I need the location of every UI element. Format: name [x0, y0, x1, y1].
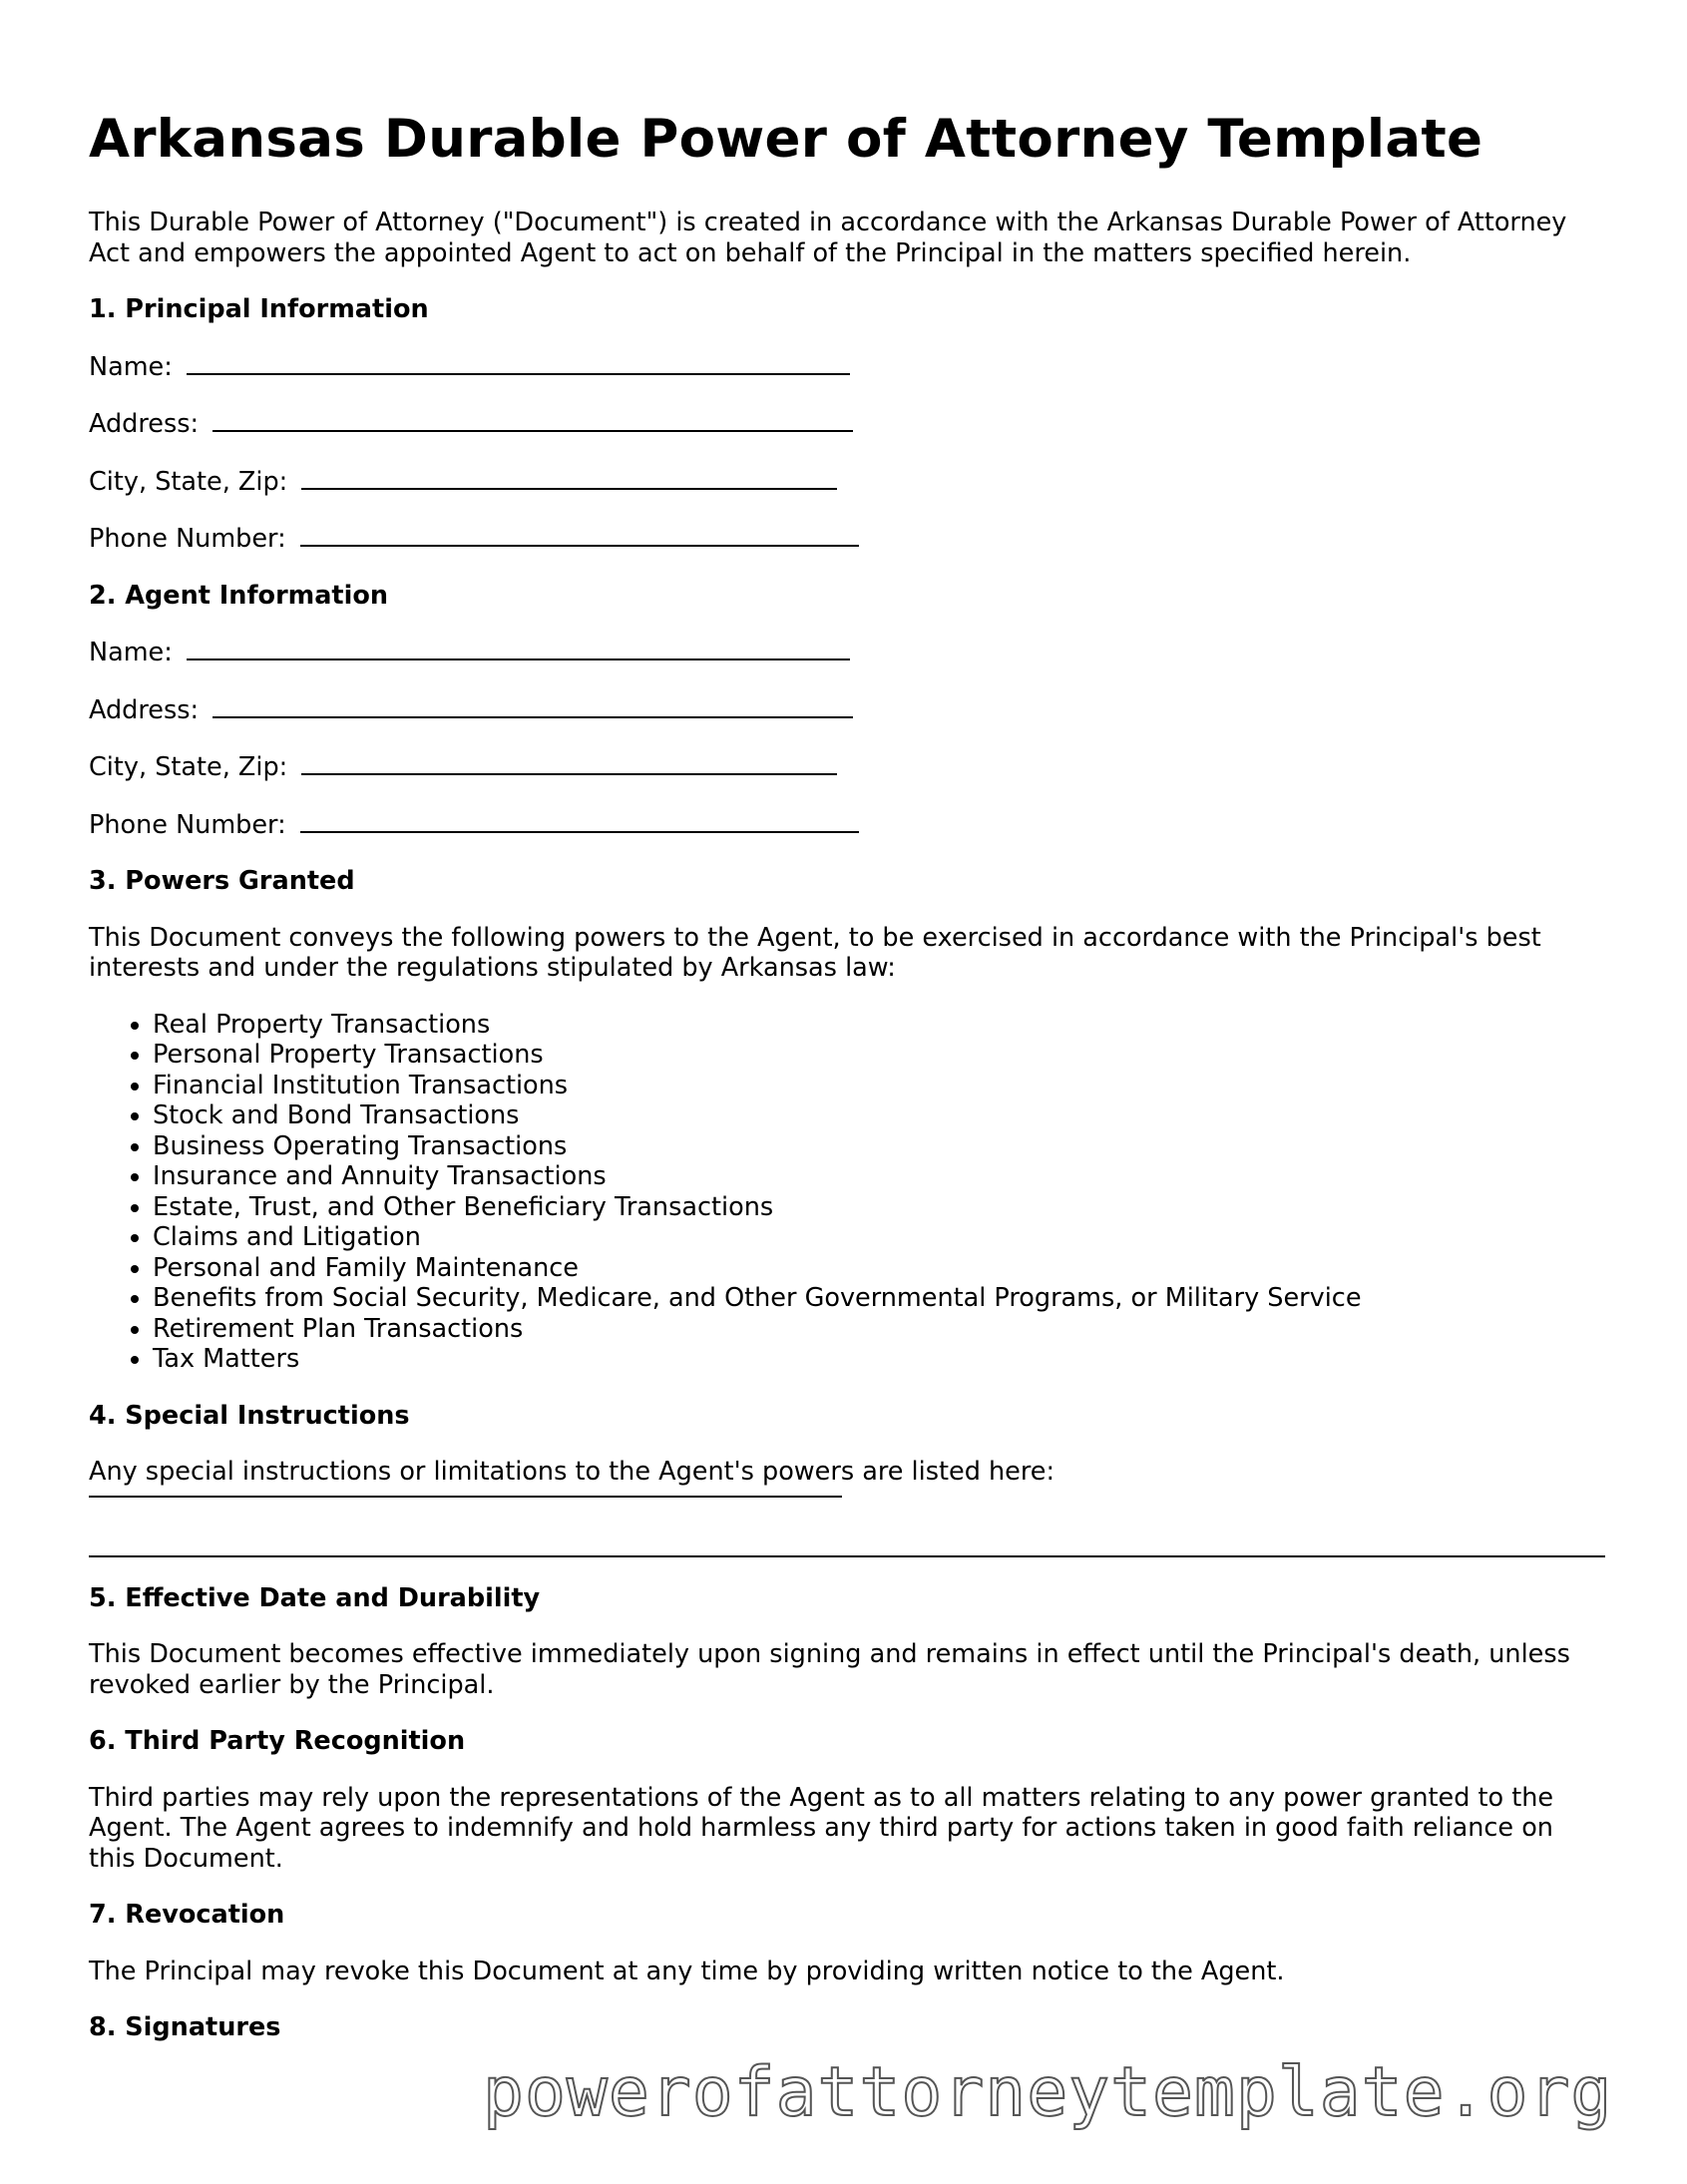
list-item: • Insurance and Annuity Transactions — [153, 1161, 1605, 1192]
agent-city-field[interactable] — [89, 751, 1605, 783]
field-label: Address: — [89, 694, 200, 725]
agent-address-field[interactable] — [89, 694, 1605, 726]
intro-paragraph: This Durable Power of Attorney ("Document") is created in accordance with the Arkansas Durable Power of Attorney Act and empowers the appointed Agent to act on behalf of the Principal in the matters specified herein. — [89, 208, 1567, 268]
list-item: • Benefits from Social Security, Medicare, and Other Governmental Programs, or Military Service — [153, 1283, 1605, 1314]
list-item: • Business Operating Transactions — [153, 1131, 1605, 1162]
principal-phone-field[interactable] — [89, 523, 1605, 555]
agent-phone-field[interactable] — [89, 809, 1605, 841]
section-heading-agent: 2. Agent Information — [89, 580, 389, 611]
section-heading-principal: 1. Principal Information — [89, 294, 429, 324]
list-item: • Retirement Plan Transactions — [153, 1314, 1605, 1345]
principal-name-field[interactable] — [89, 351, 1605, 383]
principal-city-field[interactable] — [89, 466, 1605, 498]
document-page — [89, 100, 1605, 2069]
field-label: Phone Number: — [89, 524, 286, 554]
agent-name-field[interactable] — [89, 637, 1605, 668]
list-item: • Real Property Transactions — [153, 1010, 1605, 1041]
section-heading-special: 4. Special Instructions — [89, 1400, 410, 1431]
principal-city-blank[interactable] — [301, 466, 837, 490]
field-label: City, State, Zip: — [89, 466, 288, 497]
field-label: City, State, Zip: — [89, 752, 288, 782]
principal-name-blank[interactable] — [187, 351, 850, 375]
section-heading-signatures: 8. Signatures — [89, 2012, 281, 2042]
special-instructions-line-long[interactable] — [89, 1555, 1605, 1557]
list-item: • Stock and Bond Transactions — [153, 1100, 1605, 1131]
agent-address-blank[interactable] — [212, 694, 853, 718]
powers-paragraph: This Document conveys the following powers to the Agent, to be exercised in accordance with the Principal's best interests and under the regulations stipulated by Arkansas law: — [89, 922, 1541, 983]
list-item: • Tax Matters — [153, 1344, 1605, 1375]
special-paragraph: Any special instructions or limitations to the Agent's powers are listed here: — [89, 1457, 1055, 1487]
special-instructions-line-short[interactable] — [89, 1496, 842, 1498]
principal-address-blank[interactable] — [212, 408, 853, 432]
page-title: Arkansas Durable Power of Attorney Template — [89, 109, 1483, 170]
site-watermark: powerofattorneytemplate.org — [483, 2053, 1613, 2132]
section-heading-third-party: 6. Third Party Recognition — [89, 1726, 466, 1756]
powers-list — [89, 1010, 1605, 1375]
list-item: • Claims and Litigation — [153, 1222, 1605, 1253]
list-item: • Financial Institution Transactions — [153, 1071, 1605, 1101]
list-item: • Personal and Family Maintenance — [153, 1253, 1605, 1284]
field-label: Address: — [89, 409, 200, 439]
revocation-paragraph: The Principal may revoke this Document at any time by providing written notice to the Agent. — [89, 1956, 1285, 1986]
list-item: • Estate, Trust, and Other Beneficiary Transactions — [153, 1192, 1605, 1223]
field-label: Phone Number: — [89, 809, 286, 840]
principal-phone-blank[interactable] — [300, 523, 859, 547]
principal-address-field[interactable] — [89, 408, 1605, 440]
effective-paragraph: This Document becomes effective immediately upon signing and remains in effect until the Principal's death, unless revoked earlier by the Principal. — [89, 1639, 1570, 1700]
field-label: Name: — [89, 351, 173, 382]
third-party-paragraph: Third parties may rely upon the representations of the Agent as to all matters relating to any power granted to the Agent. The Agent agrees to indemnify and hold harmless any third party for actions taken in good faith reliance on this Document. — [89, 1782, 1554, 1874]
agent-phone-blank[interactable] — [300, 809, 859, 833]
list-item: • Personal Property Transactions — [153, 1040, 1605, 1071]
agent-name-blank[interactable] — [187, 637, 850, 660]
section-heading-effective: 5. Effective Date and Durability — [89, 1582, 541, 1613]
agent-city-blank[interactable] — [301, 751, 837, 775]
field-label: Name: — [89, 638, 173, 667]
section-heading-powers: 3. Powers Granted — [89, 866, 355, 896]
section-heading-revocation: 7. Revocation — [89, 1900, 285, 1930]
